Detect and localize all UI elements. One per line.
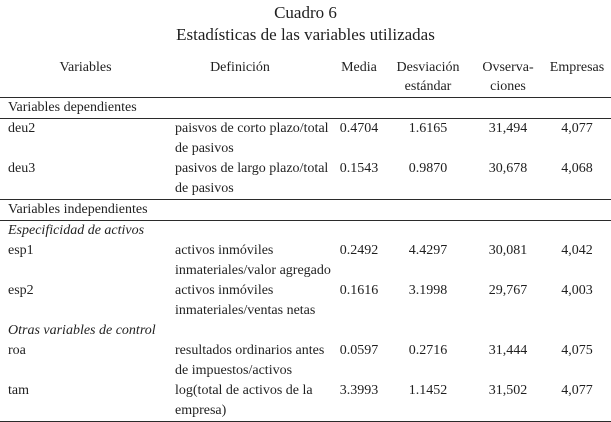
- subsection-row-otras-variables-de-control: Otras variables de control: [8, 323, 156, 338]
- desviacion-value: 4.4297: [408, 243, 448, 258]
- variable-definition: [175, 281, 335, 321]
- media-value: 0.4704: [339, 121, 379, 136]
- definition-line: activos inmóviles: [175, 243, 274, 258]
- definition-line: resultados ordinarios antes: [175, 343, 325, 358]
- desviacion-value: 1.1452: [408, 383, 448, 398]
- variable-name: roa: [8, 343, 26, 358]
- table-row-esp2: [0, 281, 611, 321]
- definition-line: inmateriales/ventas netas: [175, 303, 316, 318]
- col-header-empresas: Empresas: [549, 60, 605, 75]
- empresas-value: 4,075: [561, 343, 593, 358]
- empresas-value: 4,077: [561, 121, 593, 136]
- section-row-variables-independientes: Variables independientes: [0, 199, 611, 221]
- observaciones-value: 31,444: [488, 343, 528, 358]
- definition-line: log(total de activos de la: [175, 383, 313, 398]
- variable-definition: [175, 341, 335, 381]
- definition-line: inmateriales/valor agregado: [175, 263, 331, 278]
- observaciones-value: 29,767: [488, 283, 528, 298]
- media-value: 0.1616: [339, 283, 379, 298]
- variable-definition: [175, 241, 335, 281]
- empresas-value: 4,077: [561, 383, 593, 398]
- statistics-table: [0, 58, 611, 422]
- variable-name: deu3: [8, 161, 36, 176]
- table-row-tam: [0, 381, 611, 421]
- table-row-roa: [0, 341, 611, 381]
- definition-line: de pasivos: [175, 181, 234, 196]
- variable-name: esp1: [8, 243, 34, 258]
- definition-line: de impuestos/activos: [175, 363, 293, 378]
- observaciones-value: 30,678: [488, 161, 528, 176]
- definition-line: de pasivos: [175, 141, 234, 156]
- desviacion-value: 3.1998: [408, 283, 448, 298]
- empresas-value: 4,003: [561, 283, 593, 298]
- desviacion-value: 1.6165: [408, 121, 448, 136]
- table-number: Cuadro 6: [274, 3, 337, 22]
- col-header-variables: Variables: [59, 60, 112, 75]
- table-caption: [0, 0, 611, 46]
- definition-line: pasivos de largo plazo/total: [175, 161, 329, 176]
- definition-line: paisvos de corto plazo/total: [175, 121, 329, 136]
- subsection-row-especificidad-de-activos: Especificidad de activos: [8, 223, 145, 238]
- col-header-media: Media: [341, 60, 377, 75]
- variable-definition: [175, 159, 335, 199]
- variable-name: tam: [8, 383, 29, 398]
- variable-name: esp2: [8, 283, 34, 298]
- observaciones-value: 31,494: [488, 121, 528, 136]
- observaciones-value: 30,081: [488, 243, 528, 258]
- observaciones-value: 31,502: [488, 383, 528, 398]
- table-header-row: [0, 58, 611, 98]
- variable-name: deu2: [8, 121, 36, 136]
- section-row-variables-dependientes: Variables dependientes: [0, 98, 611, 119]
- col-header-observaciones: Ovserva- ciones: [482, 60, 534, 94]
- table-row-deu3: [0, 159, 611, 199]
- media-value: 0.1543: [339, 161, 379, 176]
- media-value: 0.2492: [339, 243, 379, 258]
- empresas-value: 4,042: [561, 243, 593, 258]
- table-title: Estadísticas de las variables utilizadas: [176, 25, 435, 44]
- definition-line: activos inmóviles: [175, 283, 274, 298]
- definition-line: empresa): [175, 403, 227, 418]
- col-header-desviacion-estandar: Desviación estándar: [396, 60, 460, 94]
- empresas-value: 4,068: [561, 161, 593, 176]
- table-row-deu2: [0, 119, 611, 159]
- desviacion-value: 0.2716: [408, 343, 448, 358]
- table-row-esp1: [0, 241, 611, 281]
- desviacion-value: 0.9870: [408, 161, 448, 176]
- variable-definition: [175, 381, 335, 421]
- variable-definition: [175, 119, 335, 159]
- col-header-definicion: Definición: [210, 60, 270, 75]
- media-value: 0.0597: [339, 343, 379, 358]
- media-value: 3.3993: [339, 383, 379, 398]
